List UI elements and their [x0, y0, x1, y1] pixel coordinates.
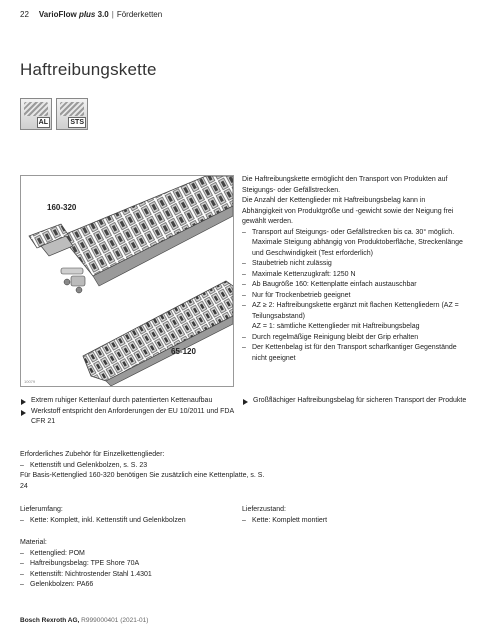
material-item: – Haftreibungsbelag: TPE Shore 70A: [20, 559, 270, 570]
description-item: – Durch regelmäßige Reinigung bleibt der Grip erhalten: [242, 333, 467, 344]
delivery-scope-block: [20, 505, 235, 526]
accessories-heading: Erforderliches Zubehör für Einzelkettenglieder:: [20, 451, 165, 458]
description-item: – Der Kettenbelag ist für den Transport scharfkantiger Gegenstände nicht geeignet: [242, 343, 467, 364]
chain-product-image: [20, 175, 234, 387]
description-intro2: Die Anzahl der Kettenglieder mit Haftreibungsbelag kann in Abhängigkeit von Produktgröße und -gewicht sowie der Neigung frei gewählt werden.: [242, 197, 454, 225]
description-item: – Transport auf Steigungs- oder Gefällstrecken bis ca. 30° möglich. Maximale Steigung abhängig von Produktoberfläche, Streckenlänge und Geschwindigkeit (Test erforderlich): [242, 228, 467, 260]
accessories-block: [20, 450, 270, 492]
description-block: [242, 175, 467, 364]
page-header: [20, 10, 162, 19]
description-list: [242, 228, 467, 365]
description-intro: Die Haftreibungskette ermöglicht den Transport von Produkten auf Steigungs- oder Gefällstrecken.: [242, 176, 448, 194]
material-heading: Material:: [20, 539, 47, 546]
feature-item: Werkstoff entspricht den Anforderungen der EU 10/2011 und FDA CFR 21: [20, 407, 235, 428]
description-item: – Staubetrieb nicht zulässig: [242, 259, 467, 270]
features-left: [20, 396, 235, 428]
page-footer: [20, 617, 148, 624]
material-item: – Gelenkbolzen: PA66: [20, 580, 270, 591]
description-item: – Ab Baugröße 160: Kettenplatte einfach austauschbar: [242, 280, 467, 291]
figure-label-65-120: 65-120: [171, 347, 196, 356]
delivery-state-block: [242, 505, 467, 526]
aluminium-chain-icon: [20, 98, 52, 130]
material-item: – Kettenstift: Nichtrostender Stahl 1.4301: [20, 570, 270, 581]
section-name: Förderketten: [116, 10, 163, 19]
material-block: [20, 538, 270, 591]
delivery-state-item: – Kette: Komplett montiert: [242, 516, 467, 527]
product-name: VarioFlow plus 3.0: [38, 10, 109, 19]
feature-item: Extrem ruhiger Kettenlauf durch patentierten Kettenaufbau: [20, 396, 235, 407]
delivery-state-heading: Lieferzustand:: [242, 506, 286, 513]
description-item: – Nur für Trockenbetrieb geeignet: [242, 291, 467, 302]
header-separator: |: [111, 10, 114, 19]
features-right: [242, 396, 467, 407]
material-item: – Kettenglied: POM: [20, 549, 270, 560]
chain-type-badges: [20, 98, 88, 130]
delivery-scope-item: – Kette: Komplett, inkl. Kettenstift und Gelenkbolzen: [20, 516, 235, 527]
description-item: – Maximale Kettenzugkraft: 1250 N: [242, 270, 467, 281]
stainless-steel-chain-icon: [56, 98, 88, 130]
description-item: – AZ ≥ 2: Haftreibungskette ergänzt mit flachen Kettengliedern (AZ = Teilungsabstand): [242, 301, 467, 322]
description-item-indent: AZ = 1: sämtliche Kettenglieder mit Haftreibungsbelag: [252, 323, 420, 330]
figure-label-160-320: 160-320: [47, 203, 77, 212]
footer-company: Bosch Rexroth AG,: [20, 617, 80, 624]
accessories-note: Für Basis-Kettenglied 160-320 benötigen Sie zusätzlich eine Kettenplatte, s. S. 24: [20, 472, 265, 490]
badge-label-sts: STS: [70, 119, 84, 126]
figure-reference: 10079: [24, 379, 36, 384]
page-title: Haftreibungskette: [20, 60, 157, 79]
accessories-item: – Kettenstift und Gelenkbolzen, s. S. 23: [20, 461, 270, 472]
footer-document-code: R999000401 (2021-01): [81, 617, 149, 624]
page-number: 22: [20, 10, 29, 19]
badge-label-al: AL: [38, 119, 48, 126]
feature-item: Großflächiger Haftreibungsbelag für sicheren Transport der Produkte: [242, 396, 467, 407]
delivery-scope-heading: Lieferumfang:: [20, 506, 63, 513]
